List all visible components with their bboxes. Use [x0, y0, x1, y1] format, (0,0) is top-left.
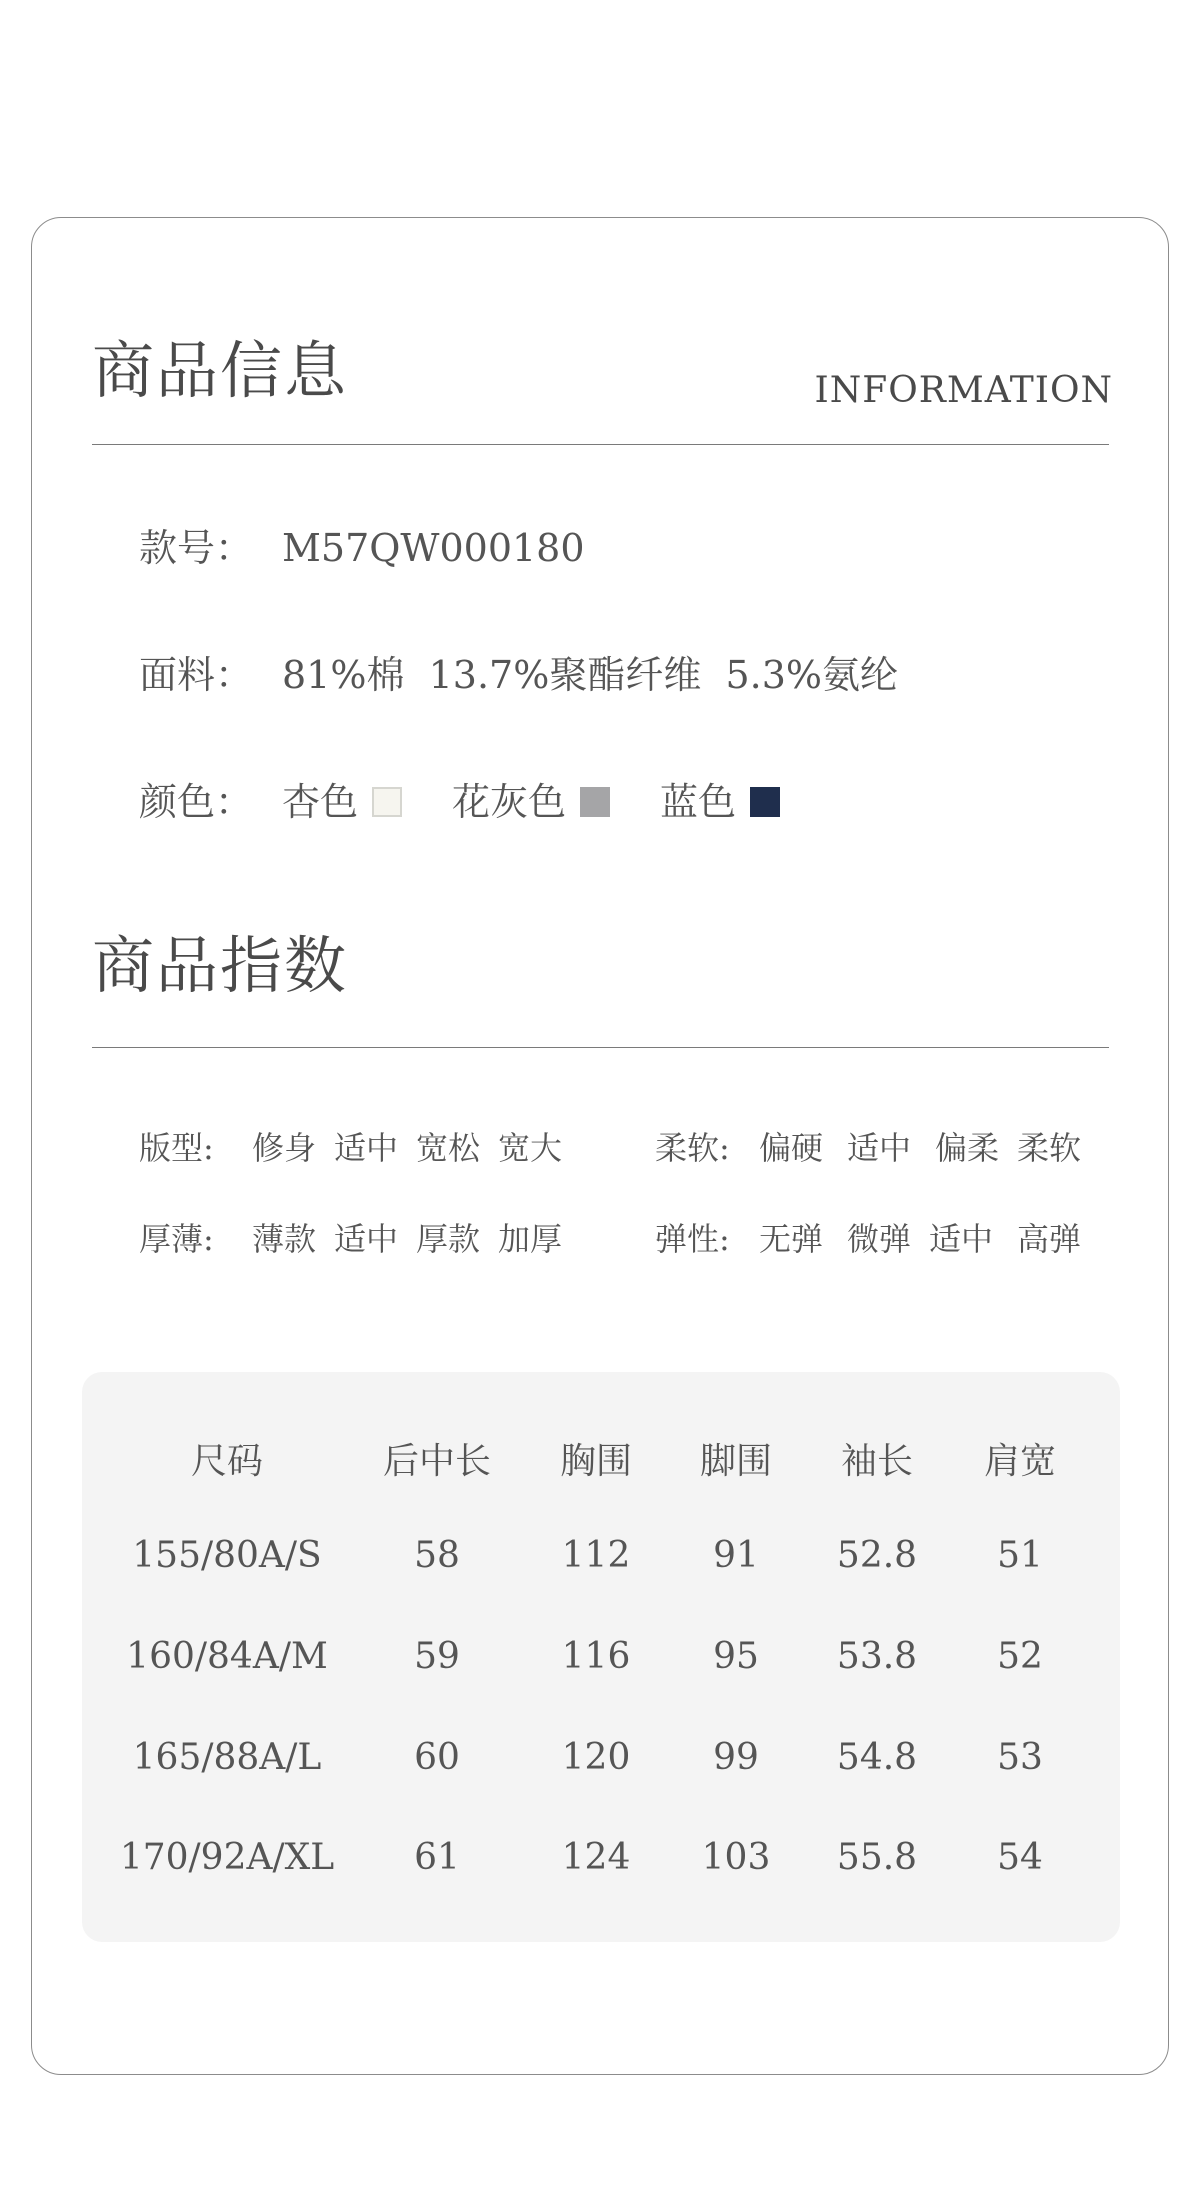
table-header-hem: 脚围	[699, 1441, 773, 1482]
color-option-blue	[660, 780, 780, 824]
table-cell: 53.8	[836, 1636, 918, 1677]
attr-option: 高弹	[1017, 1220, 1082, 1258]
attr-elasticity	[655, 1220, 1099, 1258]
attr-label: 厚薄:	[139, 1220, 214, 1258]
attr-fit	[139, 1129, 580, 1167]
color-swatch	[750, 787, 780, 817]
attr-softness	[655, 1129, 1099, 1167]
index-divider	[92, 1047, 1109, 1048]
attr-option: 适中	[334, 1129, 399, 1167]
table-cell: 155/80A/S	[132, 1535, 322, 1576]
table-cell: 59	[414, 1636, 460, 1677]
color-row	[139, 780, 830, 824]
attr-thickness	[139, 1220, 580, 1258]
table-cell: 60	[414, 1737, 460, 1778]
color-options	[282, 780, 830, 824]
attr-option: 厚款	[416, 1220, 481, 1258]
table-header-sleeve: 袖长	[840, 1441, 914, 1482]
table-cell: 54.8	[836, 1737, 918, 1778]
table-cell: 170/92A/XL	[119, 1837, 335, 1878]
table-cell: 160/84A/M	[126, 1636, 328, 1677]
table-cell: 51	[997, 1535, 1043, 1576]
table-cell: 95	[713, 1636, 759, 1677]
table-cell: 52.8	[836, 1535, 918, 1576]
table-cell: 58	[414, 1535, 460, 1576]
color-option-heather-grey	[452, 780, 610, 824]
table-cell: 124	[561, 1837, 631, 1878]
table-cell: 54	[997, 1837, 1043, 1878]
style-number-row	[139, 526, 585, 570]
size-table	[82, 1372, 1120, 1942]
info-section-title-en: INFORMATION	[814, 370, 1113, 411]
color-name: 花灰色	[452, 780, 567, 824]
fabric-value: 81%棉 13.7%聚酯纤维 5.3%氨纶	[282, 653, 899, 697]
table-cell: 99	[713, 1737, 759, 1778]
table-cell: 61	[414, 1837, 460, 1878]
table-header-back-length: 后中长	[382, 1441, 492, 1482]
attr-label: 弹性:	[655, 1220, 730, 1258]
attr-option: 修身	[252, 1129, 317, 1167]
attr-option: 适中	[334, 1220, 399, 1258]
attr-option: 宽大	[498, 1129, 563, 1167]
table-cell: 103	[701, 1837, 771, 1878]
table-cell: 91	[713, 1535, 759, 1576]
table-cell: 120	[561, 1737, 631, 1778]
attr-option: 微弹	[847, 1220, 912, 1258]
table-cell: 116	[561, 1636, 631, 1677]
info-divider	[92, 444, 1109, 445]
fabric-row	[139, 653, 899, 697]
attr-option: 偏硬	[759, 1129, 824, 1167]
table-header-chest: 胸围	[559, 1441, 633, 1482]
attr-option: 适中	[847, 1129, 912, 1167]
attr-option: 无弹	[759, 1220, 824, 1258]
table-header-size: 尺码	[190, 1441, 264, 1482]
table-header-shoulder: 肩宽	[983, 1441, 1057, 1482]
color-name: 蓝色	[660, 780, 737, 824]
color-name: 杏色	[282, 780, 359, 824]
table-cell: 53	[997, 1737, 1043, 1778]
info-section-title: 商品信息	[92, 334, 349, 407]
fabric-label: 面料：	[139, 653, 254, 697]
color-swatch	[372, 787, 402, 817]
attr-option: 适中	[929, 1220, 994, 1258]
attr-option: 宽松	[416, 1129, 481, 1167]
index-section-title: 商品指数	[92, 929, 349, 1002]
attr-label: 柔软:	[655, 1129, 730, 1167]
color-swatch	[580, 787, 610, 817]
table-cell: 112	[561, 1535, 631, 1576]
style-number-label: 款号：	[139, 526, 254, 570]
attr-label: 版型:	[139, 1129, 214, 1167]
color-label: 颜色：	[139, 780, 254, 824]
attr-option: 柔软	[1017, 1129, 1082, 1167]
color-option-apricot	[282, 780, 402, 824]
table-cell: 52	[997, 1636, 1043, 1677]
attr-option: 薄款	[252, 1220, 317, 1258]
attr-option: 偏柔	[935, 1129, 1000, 1167]
table-cell: 165/88A/L	[132, 1737, 322, 1778]
style-number-value: M57QW000180	[282, 526, 585, 570]
table-cell: 55.8	[836, 1837, 918, 1878]
attr-option: 加厚	[498, 1220, 563, 1258]
